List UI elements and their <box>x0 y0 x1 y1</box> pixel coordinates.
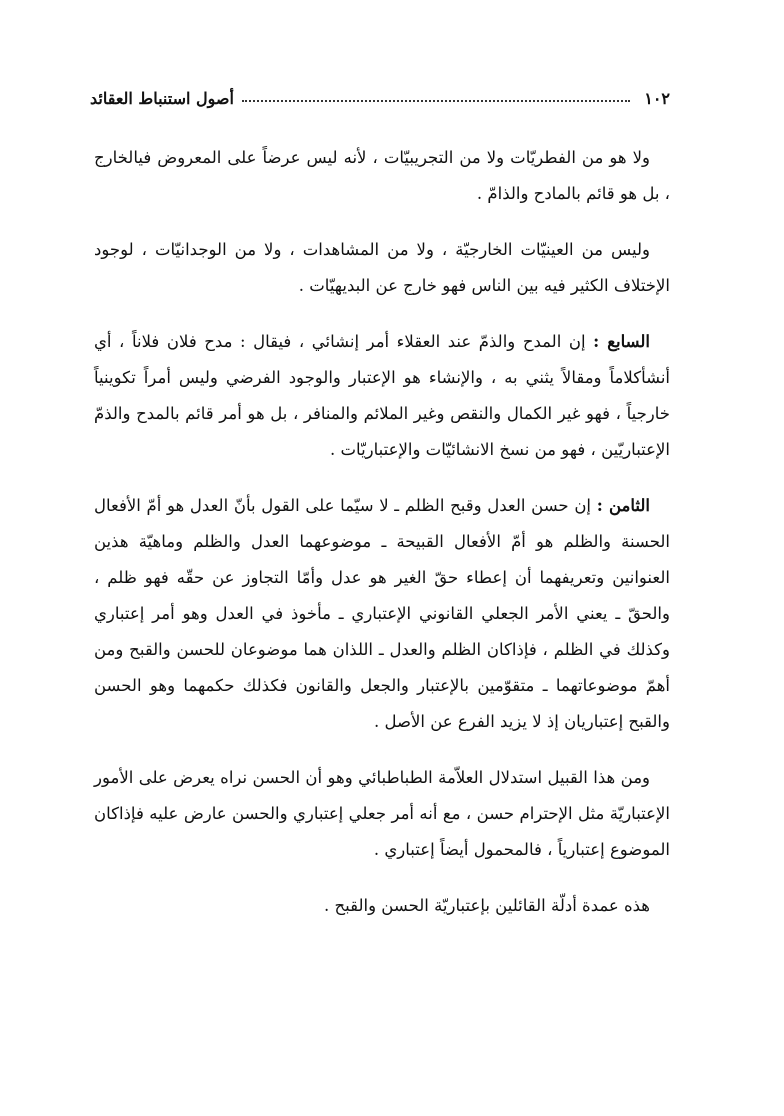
page-body <box>94 140 670 944</box>
paragraph-1-text: ولا هو من الفطريّات ولا من التجريبيّات ، لأنه ليس عرضاً على المعروض فيالخارج ، بل هو قائم بالمادح والذامّ . <box>94 148 670 203</box>
paragraph-2 <box>94 232 670 304</box>
paragraph-1 <box>94 140 670 212</box>
page-number: ١٠٢ <box>644 89 670 108</box>
running-title: أصول استنباط العقائد <box>90 89 234 108</box>
paragraph-4-text: إن حسن العدل وقبح الظلم ـ لا سيّما على القول بأنّ العدل هو أمّ الأفعال الحسنة والظلم هو أمّ الأفعال القبيحة ـ موضوعهما العدل والظلم وماهيّة هذين العنوانين وتعريفهما أن إعطاء حقّ الغير هو عدل وأمّا التجاوز عن حقّه فهو ظلم ، والحقّ ـ يعني الأمر الجعلي القانوني الإعتباري ـ مأخوذ في العدل وهو أمر إعتباري وكذلك في الظلم ، فإذاكان الظلم والعدل ـ اللذان هما موضوعان للحسن والقبح ومن أهمّ موضوعاتهما ـ متقوّمين بالإعتبار والجعل والقانون فكذلك حكمهما وهو الحسن والقبح إعتباريان إذ لا يزيد الفرع عن الأصل . <box>94 496 670 731</box>
paragraph-2-text: وليس من العينيّات الخارجيّة ، ولا من المشاهدات ، ولا من الوجدانيّات ، لوجود الإختلاف الكثير فيه بين الناس فهو خارج عن البديهيّات . <box>94 240 670 295</box>
paragraph-3 <box>94 324 670 468</box>
paragraph-4-lead: الثامن : <box>596 496 650 515</box>
paragraph-3-text: إن المدح والذمّ عند العقلاء أمر إنشائي ، فيقال : مدح فلان فلاناً ، أي أنشأكلاماً ومقالاً يثني به ، والإنشاء هو الإعتبار والوجود الفرضي وليس أمراً تكوينياً خارجياً ، فهو غير الكمال والنقص وغير الملائم والمنافر ، بل هو أمر قائم بالمدح والذمّ الإعتباريّين ، فهو من نسخ الانشائيّات والإعتباريّات . <box>94 332 670 459</box>
paragraph-5 <box>94 760 670 868</box>
paragraph-6-text: هذه عمدة أدلّة القائلين بإعتباريّة الحسن والقبح . <box>324 896 650 915</box>
paragraph-5-text: ومن هذا القبيل استدلال العلاّمة الطباطبائي وهو أن الحسن نراه يعرض على الأمور الإعتباريّة مثل الإحترام حسن ، مع أنه أمر جعلي إعتباري والحسن عارض عليه فإذاكان الموضوع إعتبارياً ، فالمحمول أيضاً إعتباري . <box>94 768 670 859</box>
paragraph-4 <box>94 488 670 740</box>
header-dotted-leader <box>242 100 630 102</box>
paragraph-3-lead: السابع : <box>593 332 650 351</box>
page-header <box>90 82 670 108</box>
paragraph-6 <box>94 888 670 924</box>
